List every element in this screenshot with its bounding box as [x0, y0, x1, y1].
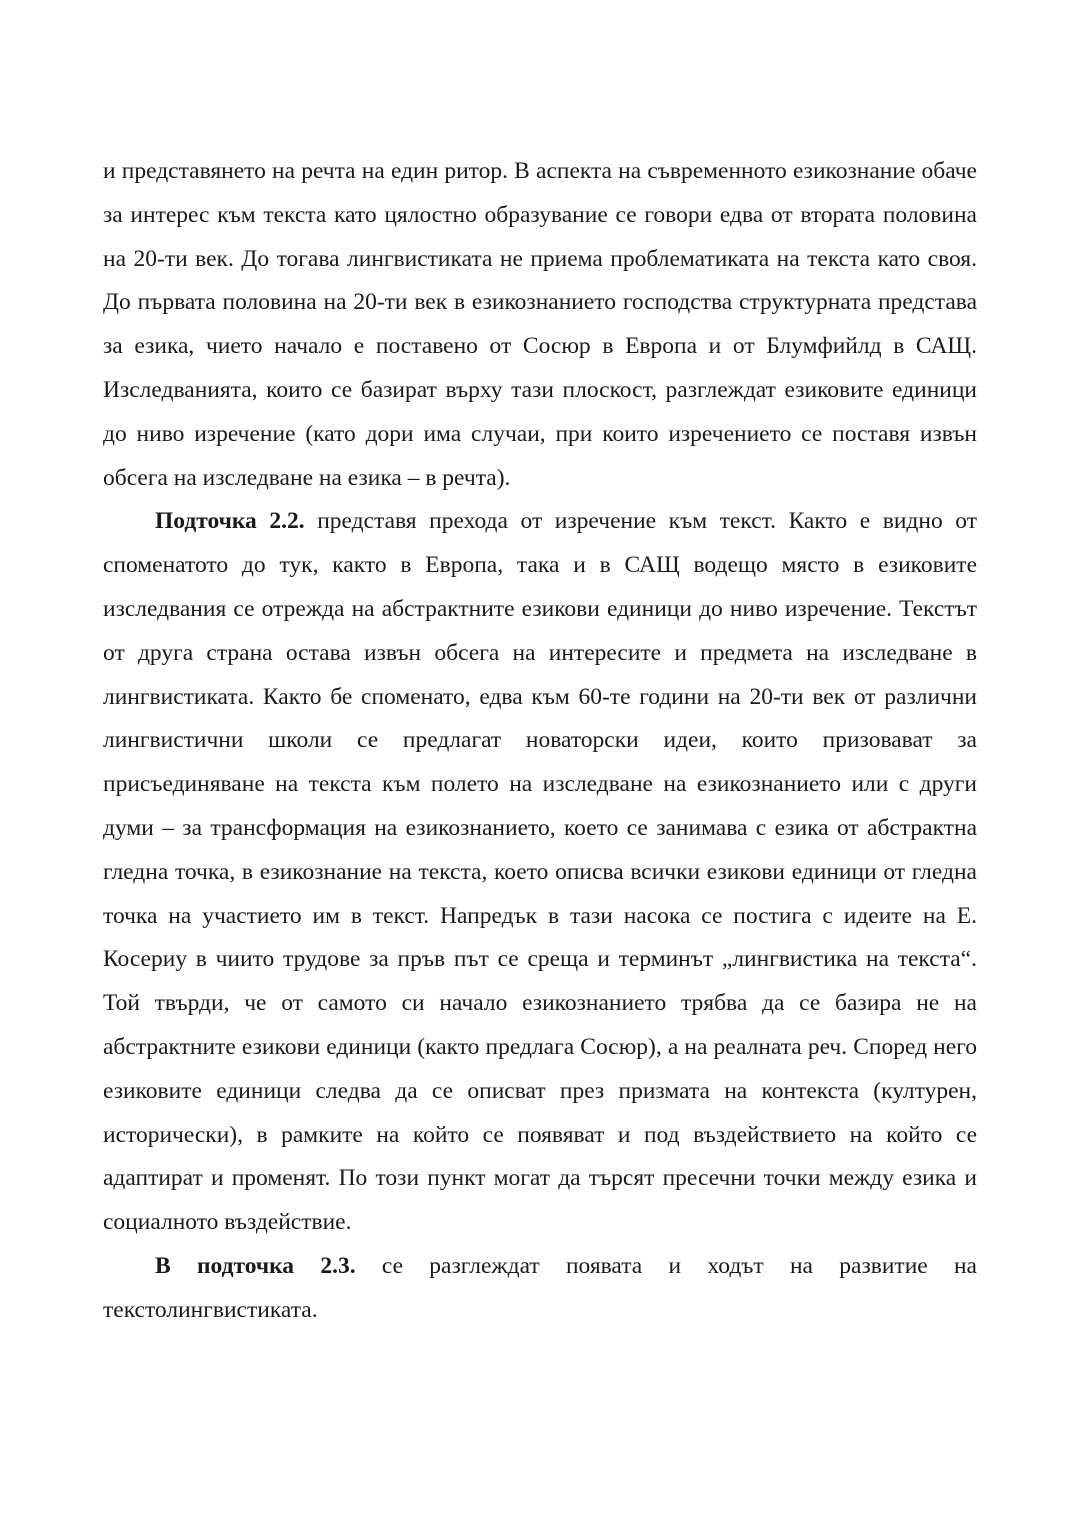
subsection-text-2-3: се разглеждат появата и ходът на развитие на текстолингвистиката.	[103, 1252, 977, 1323]
paragraph-continuation: и представянето на речта на един ритор. В аспекта на съвременното езикознание обаче за интерес към текста като цялостно образувание се говори едва от втората половина на 20-ти век. До тогава лингвистиката не приема проблематиката на текста като своя. До първата половина на 20-ти век в езикознанието господства структурната представа за езика, чието начало е поставено от Сосюр в Европа и от Блумфийлд в САЩ. Изследванията, които се базират върху тази плоскост, разглеждат езиковите единици до ниво изречение (като дори има случаи, при които изречението се поставя извън обсега на изследване на езика – в речта).	[103, 158, 977, 491]
subsection-heading-2-2: Подточка 2.2.	[155, 508, 305, 535]
document-page	[103, 150, 977, 1333]
paragraph-subsection-2-3	[103, 1245, 977, 1333]
subsection-text-2-2: представя прехода от изречение към текст. Както е видно от споменатото до тук, както в Европа, така и в САЩ водещо място в езиковите изследвания се отрежда на абстрактните езикови единици до ниво изречение. Текстът от друга страна остава извън обсега на интересите и предмета на изследване в лингвистиката. Както бе споменато, едва към 60-те години на 20-ти век от различни лингвистични школи се предлагат новаторски идеи, които призовават за присъединяване на текста към полето на изследване на езикознанието или с други думи – за трансформация на езикознанието, което се занимава с езика от абстрактна гледна точка, в езикознание на текста, което описва всички езикови единици от гледна точка на участието им в текст. Напредък в тази насока се постига с идеите на Е. Косериу в чиито трудове за пръв път се среща и терминът „лингвистика на текста“. Той твърди, че от самото си начало езикознанието трябва да се базира не на абстрактните езикови единици (както предлага Сосюр), а на реалната реч. Според него езиковите единици следва да се описват през призмата на контекста (културен, исторически), в рамките на който се появяват и под въздействието на който се адаптират и променят. По този пункт могат да търсят пресечни точки между езика и социалното въздействие.	[103, 508, 977, 1236]
subsection-heading-2-3: В подточка 2.3.	[155, 1252, 356, 1279]
paragraph-subsection-2-2	[103, 500, 977, 1245]
